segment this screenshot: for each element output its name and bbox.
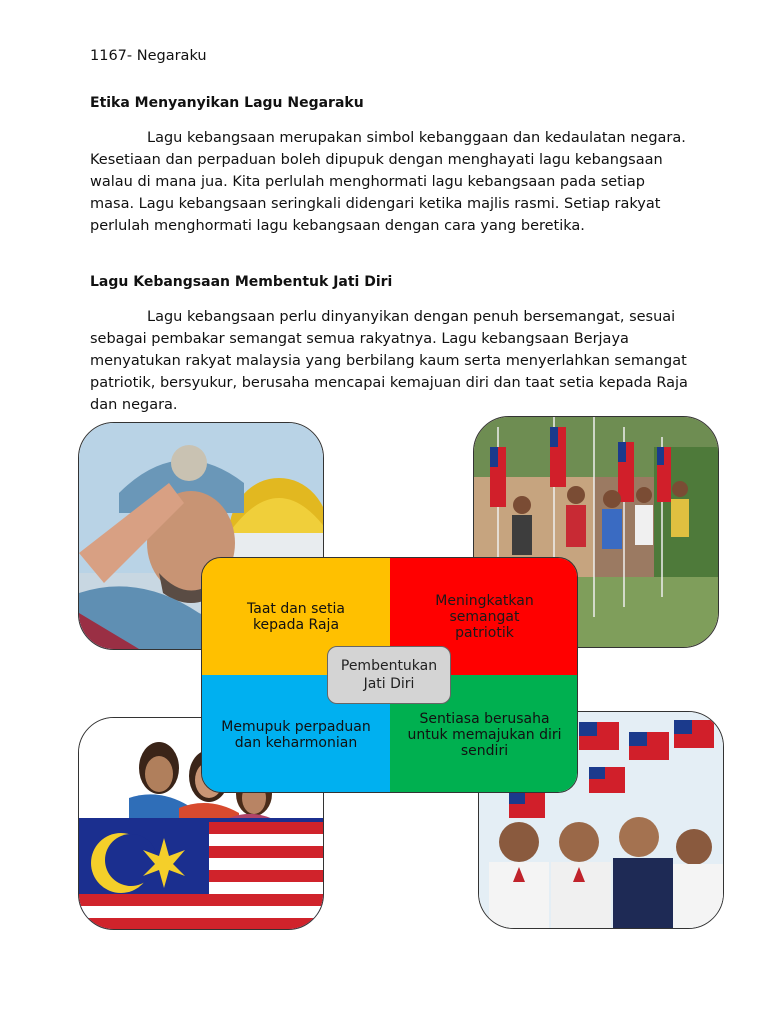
page-header: 1167- Negaraku bbox=[90, 48, 207, 64]
paragraph-etika: Lagu kebangsaan merupakan simbol kebanggaan dan kedaulatan negara. Kesetiaan dan perpaduan boleh dipupuk dengan menghayati lagu kebangsaan walau di mana jua. Kita perlulah menghormati lagu kebangsaan pada setiap masa. Lagu kebangsaan seringkali didengari ketika majlis rasmi. Setiap rakyat perlulah menghormati lagu kebangsaan dengan cara yang beretika. bbox=[90, 130, 686, 234]
quadrant-label: Taat dan setia kepada Raja bbox=[247, 600, 345, 633]
quadrant-label: Sentiasa berusaha untuk memajukan diri sendiri bbox=[407, 710, 562, 759]
diagram-center-label: Pembentukan Jati Diri bbox=[340, 658, 438, 692]
section-heading-etika: Etika Menyanyikan Lagu Negaraku bbox=[90, 95, 364, 111]
quadrant-label: Meningkatkan semangat patriotik bbox=[435, 592, 534, 641]
section-heading-jati-diri: Lagu Kebangsaan Membentuk Jati Diri bbox=[90, 274, 393, 290]
diagram-center-box bbox=[327, 646, 451, 704]
paragraph-jati-diri: Lagu kebangsaan perlu dinyanyikan dengan penuh bersemangat, sesuai sebagai pembakar semangat semua rakyatnya. Lagu kebangsaan Berjaya menyatukan rakyat malaysia yang berbilang kaum serta menyerlahkan semangat patriotik, bersyukur, berusaha mencapai kemajuan diri dan taat setia kepada Raja dan negara. bbox=[90, 309, 688, 413]
quadrant-label: Memupuk perpaduan dan keharmonian bbox=[221, 718, 371, 751]
